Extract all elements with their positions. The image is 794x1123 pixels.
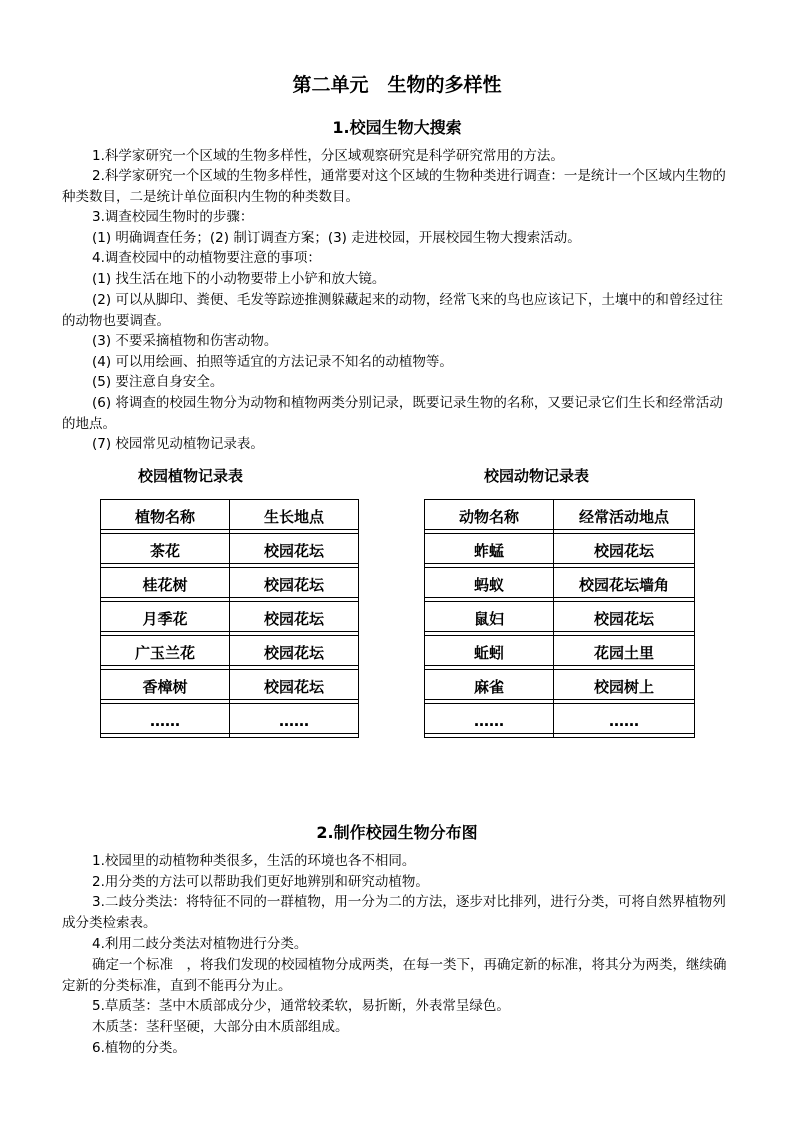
s2-paragraph: 4.利用二歧分类法对植物进行分类。 <box>92 936 308 952</box>
table-row <box>100 534 359 568</box>
table-row <box>424 534 695 568</box>
s2-paragraph: 1.校园里的动植物种类很多，生活的环境也各不相同。 <box>92 853 416 869</box>
table-header-row <box>100 499 359 534</box>
s1-paragraph: (5) 要注意自身安全。 <box>92 374 224 390</box>
table-cell: 茶花 <box>100 534 229 568</box>
table-header-cell: 植物名称 <box>100 499 229 534</box>
plant-record-table <box>100 499 359 738</box>
table-row <box>424 602 695 636</box>
s1-paragraph: (1) 明确调查任务；(2) 制订调查方案；(3) 走进校园，开展校园生物大搜索活动。 <box>92 230 581 246</box>
s2-paragraph: 5.草质茎：茎中木质部成分少，通常较柔软，易折断，外表常呈绿色。 <box>92 998 510 1014</box>
table-cell: 蚯蚓 <box>424 636 553 670</box>
table-header-row <box>424 499 695 534</box>
table-row <box>424 670 695 704</box>
table-cell: 校园树上 <box>553 670 695 704</box>
s2-paragraph: 6.植物的分类。 <box>92 1040 186 1056</box>
table-row <box>424 636 695 670</box>
table-cell: …… <box>424 704 553 738</box>
s2-paragraph: 3.二歧分类法：将特征不同的一群植物，用一分为二的方法，逐步对比排列，进行分类，可将自然界植物列成分类检索表。 <box>62 894 726 931</box>
table-cell: 校园花坛 <box>553 602 695 636</box>
table-row <box>100 568 359 602</box>
s2-paragraph: 木质茎：茎秆坚硬，大部分由木质部组成。 <box>92 1019 349 1035</box>
table-row <box>100 704 359 738</box>
table-cell: 桂花树 <box>100 568 229 602</box>
s2-paragraph: 确定一个标准 ，将我们发现的校园植物分成两类，在每一类下，再确定新的标准，将其分为两类，继续确定新的分类标准，直到不能再分为止。 <box>62 957 727 994</box>
table-cell: 蚂蚁 <box>424 568 553 602</box>
s1-paragraph: (2) 可以从脚印、粪便、毛发等踪迹推测躲藏起来的动物，经常飞来的鸟也应该记下，土壤中的和曾经过往的动物也要调查。 <box>62 292 723 329</box>
table-cell: 麻雀 <box>424 670 553 704</box>
table-cell: 月季花 <box>100 602 229 636</box>
table-row <box>424 704 695 738</box>
table-cell: 校园花坛 <box>229 534 359 568</box>
table-cell: 花园土里 <box>553 636 695 670</box>
table-cell: 广玉兰花 <box>100 636 229 670</box>
s1-paragraph: (3) 不要采摘植物和伤害动物。 <box>92 333 278 349</box>
s1-paragraph: (1) 找生活在地下的小动物要带上小铲和放大镜。 <box>92 271 386 287</box>
table-header-cell: 经常活动地点 <box>553 499 695 534</box>
table-row <box>100 636 359 670</box>
table-cell: 校园花坛 <box>229 636 359 670</box>
table-cell: …… <box>553 704 695 738</box>
s1-paragraph: (7) 校园常见动植物记录表。 <box>92 436 264 452</box>
s1-paragraph: (4) 可以用绘画、拍照等适宜的方法记录不知名的动植物等。 <box>92 354 453 370</box>
table-header-cell: 动物名称 <box>424 499 553 534</box>
table-cell: …… <box>100 704 229 738</box>
table-header-cell: 生长地点 <box>229 499 359 534</box>
table-cell: 校园花坛 <box>553 534 695 568</box>
s2-paragraph: 2.用分类的方法可以帮助我们更好地辨别和研究动植物。 <box>92 874 429 890</box>
table-cell: 校园花坛墙角 <box>553 568 695 602</box>
table-cell: 鼠妇 <box>424 602 553 636</box>
table-cell: …… <box>229 704 359 738</box>
table-cell: 校园花坛 <box>229 670 359 704</box>
table-row <box>424 568 695 602</box>
s1-paragraph: 1.科学家研究一个区域的生物多样性，分区域观察研究是科学研究常用的方法。 <box>92 148 564 164</box>
table-cell: 校园花坛 <box>229 602 359 636</box>
section2-heading: 2.制作校园生物分布图 <box>316 823 478 842</box>
page-title: 第二单元 生物的多样性 <box>292 74 502 96</box>
table-row <box>100 670 359 704</box>
table-cell: 香樟树 <box>100 670 229 704</box>
table-cell: 蚱蜢 <box>424 534 553 568</box>
s1-paragraph: 3.调查校园生物时的步骤： <box>92 209 254 225</box>
animal-record-table <box>424 499 695 738</box>
table-cell: 校园花坛 <box>229 568 359 602</box>
plant-table-caption: 校园植物记录表 <box>138 467 244 485</box>
s1-paragraph: (6) 将调查的校园生物分为动物和植物两类分别记录，既要记录生物的名称，又要记录它们生长和经常活动的地点。 <box>62 395 723 432</box>
s1-paragraph: 4.调查校园中的动植物要注意的事项： <box>92 250 321 266</box>
section1-heading: 1.校园生物大搜索 <box>332 118 462 137</box>
table-row <box>100 602 359 636</box>
s1-paragraph: 2.科学家研究一个区域的生物多样性，通常要对这个区域的生物种类进行调查：一是统计一个区域内生物的种类数目，二是统计单位面积内生物的种类数目。 <box>62 168 726 205</box>
animal-table-caption: 校园动物记录表 <box>484 467 590 485</box>
